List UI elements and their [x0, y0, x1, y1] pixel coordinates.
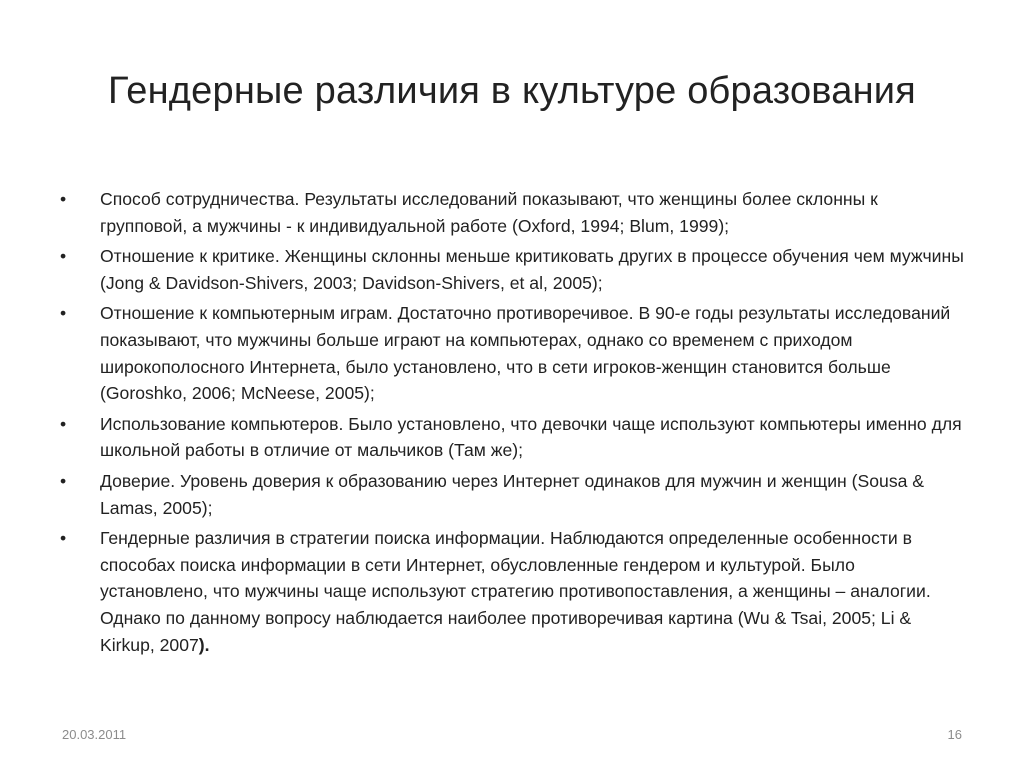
bullet-icon: • — [60, 303, 67, 324]
list-item-text: Отношение к критике. Женщины склонны меньше критиковать других в процессе обучения чем мужчины (Jong & Davidson-Shivers, 2003; Davidson-Shivers, et al, 2005); — [100, 246, 964, 293]
list-item-text: Способ сотрудничества. Результаты исследований показывают, что женщины более склонны к групповой, а мужчины - к индивидуальной работе (Oxford, 1994; Blum, 1999); — [100, 189, 878, 236]
list-item — [60, 468, 965, 521]
list-item — [60, 243, 965, 296]
list-item-text: Доверие. Уровень доверия к образованию через Интернет одинаков для мужчин и женщин (Sousa & Lamas, 2005); — [100, 470, 925, 518]
bullet-icon: • — [60, 470, 67, 491]
list-item-text: Использование компьютеров. Было установлено, что девочки чаще используют компьютеры именно для школьной работы в отличие от мальчиков (Там же); — [100, 413, 962, 461]
list-item-text-bold-tail: ). — [198, 634, 210, 655]
list-item — [60, 411, 965, 464]
list-item — [60, 300, 965, 406]
list-item — [60, 186, 965, 239]
slide-title: Гендерные различия в культуре образования — [108, 70, 916, 112]
list-item-text: Отношение к компьютерным играм. Достаточно противоречивое. В 90-е годы результаты исследований показывают, что мужчины больше играют на компьютерах, однако со временем с приходом широкополосного Интернета, было установлено, что в сети игроков-женщин становится больше (Goroshko, 2006; McNeese, 2005); — [100, 303, 951, 404]
bullet-list — [60, 186, 965, 662]
bullet-icon: • — [60, 246, 67, 267]
list-item — [60, 525, 965, 658]
footer-date: 20.03.2011 — [62, 727, 127, 742]
page-number: 16 — [947, 727, 962, 742]
bullet-icon: • — [60, 528, 67, 549]
bullet-icon: • — [60, 413, 67, 434]
list-item-text: Гендерные различия в стратегии поиска информации. Наблюдаются определенные особенности в способах поиска информации в сети Интернет, обусловленные гендером и культурой. Было установлено, что мужчины чаще используют стратегию противопоставления, а женщины – аналогии. Однако по данному вопросу наблюдается наиболее противоречивая картина (Wu & Tsai, 2005; Li & Kirkup, 2007 — [100, 528, 931, 655]
bullet-icon: • — [60, 189, 67, 209]
